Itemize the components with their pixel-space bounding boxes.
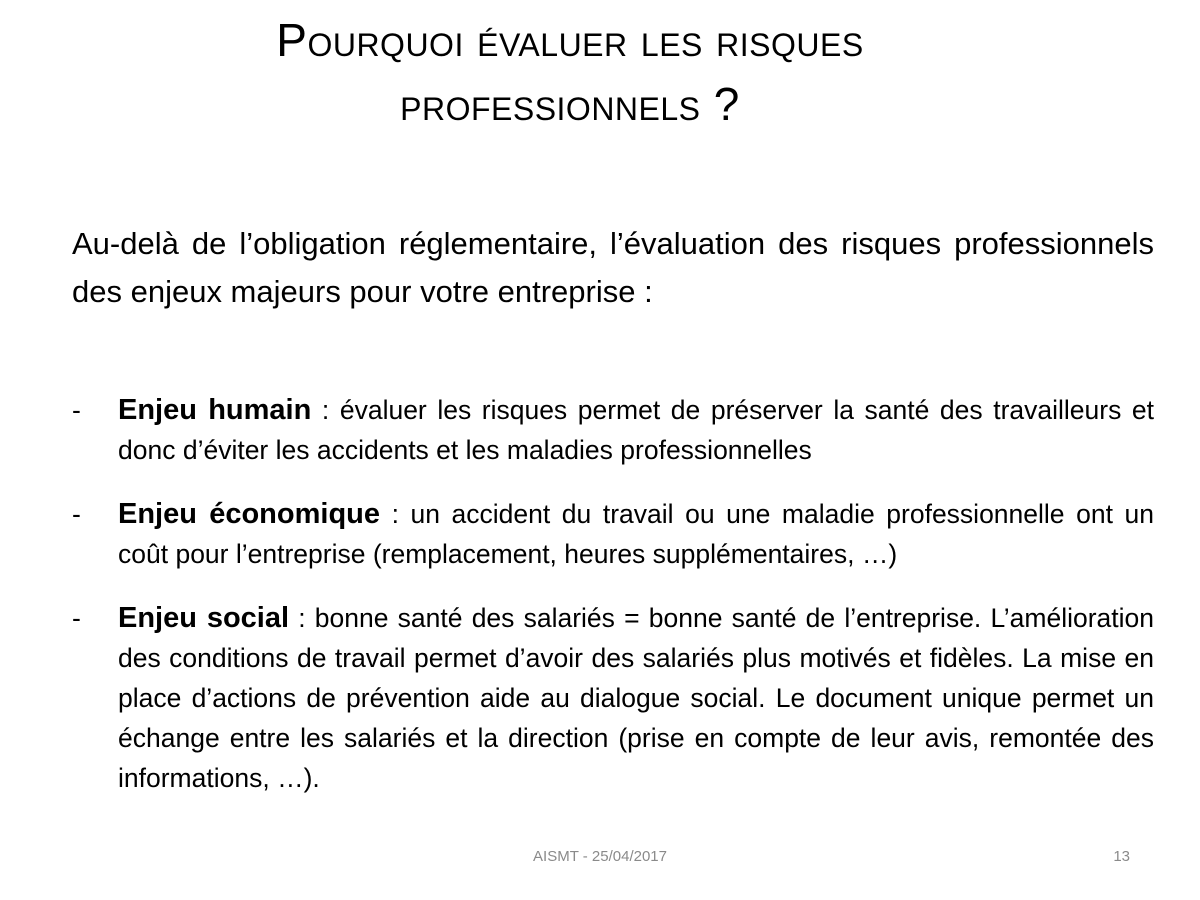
bullet-list [72, 390, 1154, 822]
bullet-text: : évaluer les risques permet de préserver la santé des travailleurs et donc d’éviter les accidents et les maladies professionnelles [118, 395, 1154, 465]
bullet-dash: - [72, 603, 81, 633]
bullet-text: : un accident du travail ou une maladie professionnelle ont un coût pour l’entreprise (remplacement, heures supplémentaires, …) [118, 499, 1154, 569]
bullet-item-social [72, 598, 1154, 798]
bullet-term: Enjeu économique [118, 498, 381, 530]
slide-title-line-1: Pourquoi évaluer les risques [276, 14, 864, 66]
slide-title-line-2: professionnels ? [400, 78, 740, 130]
bullet-dash: - [72, 499, 81, 529]
bullet-term: Enjeu humain [118, 394, 312, 426]
slide-title [120, 8, 1020, 136]
bullet-term: Enjeu social [118, 602, 290, 634]
intro-paragraph: Au-delà de l’obligation réglementaire, l’évaluation des risques professionnels des enjeux majeurs pour votre entreprise : [72, 226, 1154, 309]
bullet-text: : bonne santé des salariés = bonne santé de l’entreprise. L’amélioration des conditions de travail permet d’avoir des salariés plus motivés et fidèles. La mise en place d’actions de prévention aide au dialogue social. Le document unique permet un échange entre les salariés et la direction (prise en compte de leur avis, remontée des informations, …). [118, 603, 1154, 793]
bullet-item-economique [72, 494, 1154, 574]
footer-date: AISMT - 25/04/2017 [533, 848, 667, 865]
bullet-item-humain [72, 390, 1154, 470]
bullet-dash: - [72, 395, 81, 425]
page-number: 13 [1113, 848, 1130, 865]
